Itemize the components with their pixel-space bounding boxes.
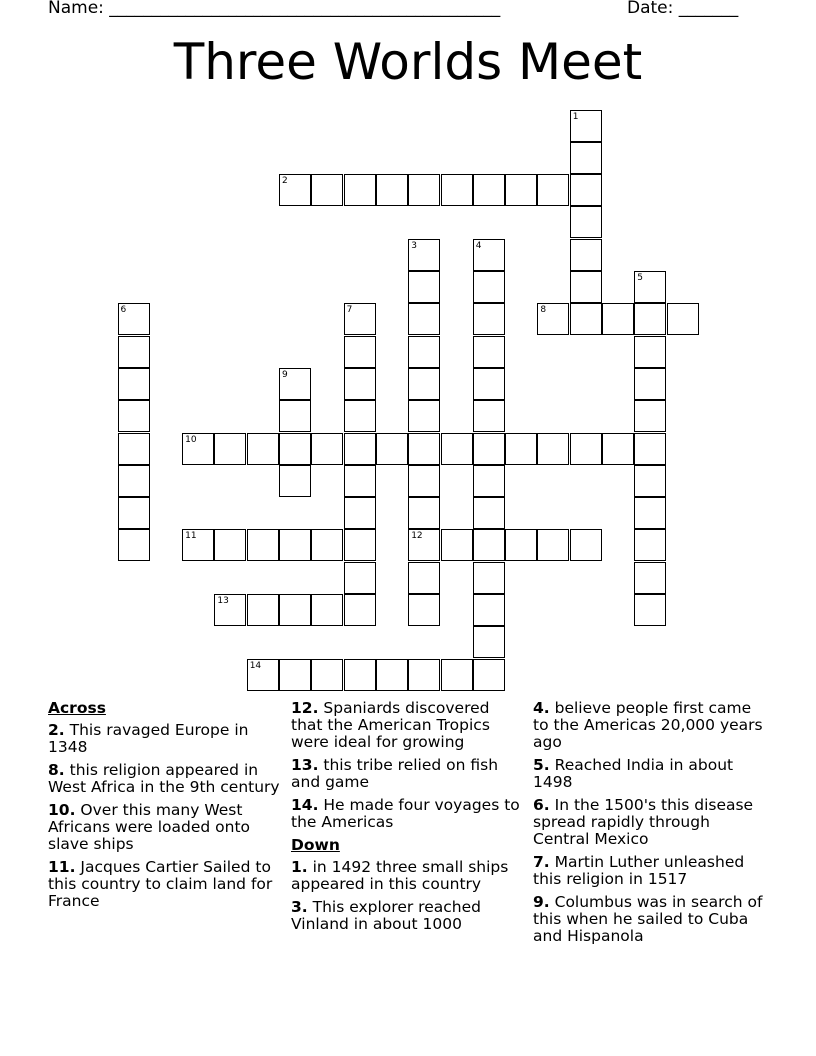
grid-cell[interactable]: [473, 465, 505, 497]
clue-number: 7: [346, 305, 353, 316]
grid-cell[interactable]: [118, 529, 150, 561]
grid-cell[interactable]: [344, 400, 376, 432]
clue-down-6: 6. In the 1500's this disease spread rapidly through Central Mexico: [533, 796, 754, 848]
grid-cell[interactable]: [441, 529, 473, 561]
clue-number: 5: [637, 273, 644, 283]
grid-cell[interactable]: [473, 497, 505, 529]
grid-cell[interactable]: [344, 594, 376, 626]
grid-cell[interactable]: [441, 433, 473, 465]
grid-cell[interactable]: [344, 659, 376, 691]
across-heading: Across: [48, 699, 106, 717]
grid-cell[interactable]: [247, 529, 279, 561]
grid-cell[interactable]: [602, 303, 634, 335]
grid-cell[interactable]: [279, 659, 311, 691]
grid-cell[interactable]: [634, 336, 666, 368]
grid-cell[interactable]: [408, 368, 440, 400]
grid-cell[interactable]: [344, 433, 376, 465]
grid-cell[interactable]: [408, 336, 440, 368]
clue-number: 9: [282, 369, 288, 380]
grid-cell[interactable]: [570, 529, 602, 561]
grid-cell[interactable]: [408, 497, 440, 529]
grid-cell[interactable]: [505, 174, 537, 206]
grid-cell[interactable]: [634, 271, 666, 303]
grid-cell[interactable]: [473, 239, 505, 271]
page-title: Three Worlds Meet: [173, 33, 643, 91]
clue-number: 12: [411, 531, 423, 542]
grid-cell[interactable]: [473, 594, 505, 626]
clue-down-1: 1. in 1492 three small ships appeared in this country: [291, 858, 509, 893]
clue-across-14: 14. He made four voyages to the Americas: [291, 796, 520, 831]
grid-cell[interactable]: [570, 174, 602, 206]
clue-across-13: 13. this tribe relied on fish and game: [291, 756, 499, 791]
grid-cell[interactable]: [634, 594, 666, 626]
grid-cell[interactable]: [247, 433, 279, 465]
grid-cell[interactable]: [118, 303, 150, 335]
grid-cell[interactable]: [634, 562, 666, 594]
grid-cell[interactable]: [537, 303, 569, 335]
grid-cell[interactable]: [214, 594, 246, 626]
clue-across-12: 12. Spaniards discovered that the American Tropics were ideal for growing: [291, 699, 490, 751]
grid-cell[interactable]: [311, 659, 343, 691]
grid-cell[interactable]: [473, 626, 505, 658]
grid-cell[interactable]: [408, 433, 440, 465]
grid-cell[interactable]: [473, 562, 505, 594]
grid-cell[interactable]: [473, 529, 505, 561]
grid-cell[interactable]: [473, 271, 505, 303]
grid-cell[interactable]: [376, 174, 408, 206]
grid-cell[interactable]: [634, 465, 666, 497]
grid-cell[interactable]: [118, 433, 150, 465]
grid-cell[interactable]: [279, 368, 311, 400]
grid-cell[interactable]: [408, 529, 440, 561]
grid-cell[interactable]: [214, 529, 246, 561]
clue-across-2: 2. This ravaged Europe in 1348: [48, 721, 249, 756]
clue-down-9: 9. Columbus was in search of this when he sailed to Cuba and Hispanola: [533, 893, 763, 945]
clue-number: 11: [185, 531, 197, 542]
grid-cell[interactable]: [505, 529, 537, 561]
grid-cell[interactable]: [214, 433, 246, 465]
clue-number: 6: [120, 305, 127, 316]
grid-cell[interactable]: [537, 174, 569, 206]
down-heading: Down: [291, 836, 340, 854]
grid-cell[interactable]: [247, 594, 279, 626]
clue-number: 1: [572, 111, 579, 122]
grid-cell[interactable]: [182, 529, 214, 561]
clue-across-11: 11. Jacques Cartier Sailed to this country to claim land for France: [48, 858, 273, 910]
grid-cell[interactable]: [344, 562, 376, 594]
grid-cell[interactable]: [279, 174, 311, 206]
date-field-label[interactable]: Date: _______: [627, 0, 739, 18]
grid-cell[interactable]: [408, 174, 440, 206]
grid-cell[interactable]: [570, 433, 602, 465]
grid-cell[interactable]: [634, 433, 666, 465]
grid-cell[interactable]: [634, 303, 666, 335]
grid-cell[interactable]: [570, 271, 602, 303]
grid-cell[interactable]: [634, 400, 666, 432]
grid-cell[interactable]: [279, 529, 311, 561]
clue-down-5: 5. Reached India in about 1498: [533, 756, 734, 791]
grid-cell[interactable]: [570, 110, 602, 142]
grid-cell[interactable]: [473, 400, 505, 432]
grid-cell[interactable]: [408, 659, 440, 691]
clue-column-3: [533, 700, 765, 951]
grid-cell[interactable]: [570, 206, 602, 238]
grid-cell[interactable]: [441, 174, 473, 206]
grid-cell[interactable]: [118, 336, 150, 368]
grid-cell[interactable]: [247, 659, 279, 691]
grid-cell[interactable]: [667, 303, 699, 335]
clue-down-4: 4. believe people first came to the Americas 20,000 years ago: [533, 699, 763, 751]
clue-number: 10: [185, 434, 197, 445]
grid-cell[interactable]: [182, 433, 214, 465]
grid-cell[interactable]: [602, 433, 634, 465]
grid-cell[interactable]: [311, 594, 343, 626]
clue-across-10: 10. Over this many West Africans were loaded onto slave ships: [48, 801, 251, 853]
grid-cell[interactable]: [344, 465, 376, 497]
grid-cell[interactable]: [408, 400, 440, 432]
clue-number: 3: [411, 240, 417, 251]
grid-cell[interactable]: [344, 497, 376, 529]
grid-cell[interactable]: [344, 303, 376, 335]
grid-cell[interactable]: [537, 529, 569, 561]
grid-cell[interactable]: [408, 594, 440, 626]
grid-cell[interactable]: [344, 174, 376, 206]
grid-cell[interactable]: [473, 303, 505, 335]
grid-cell[interactable]: [634, 529, 666, 561]
grid-cell[interactable]: [441, 659, 473, 691]
grid-cell[interactable]: [344, 529, 376, 561]
grid-cell[interactable]: [473, 368, 505, 400]
grid-cell[interactable]: [311, 529, 343, 561]
grid-cell[interactable]: [279, 465, 311, 497]
grid-cell[interactable]: [279, 400, 311, 432]
grid-cell[interactable]: [118, 368, 150, 400]
grid-cell[interactable]: [570, 239, 602, 271]
grid-cell[interactable]: [376, 433, 408, 465]
grid-cell[interactable]: [473, 174, 505, 206]
grid-cell[interactable]: [473, 659, 505, 691]
clue-across-8: 8. this religion appeared in West Africa in the 9th century: [48, 761, 280, 796]
grid-cell[interactable]: [311, 174, 343, 206]
grid-cell[interactable]: [279, 433, 311, 465]
grid-cell[interactable]: [473, 433, 505, 465]
grid-cell[interactable]: [118, 497, 150, 529]
clue-number: 4: [475, 240, 482, 251]
clue-number: 2: [282, 176, 288, 187]
grid-cell[interactable]: [505, 433, 537, 465]
grid-cell[interactable]: [634, 368, 666, 400]
grid-cell[interactable]: [634, 497, 666, 529]
grid-cell[interactable]: [408, 465, 440, 497]
grid-cell[interactable]: [408, 562, 440, 594]
clue-column-2: [291, 700, 523, 939]
clue-down-3: 3. This explorer reached Vinland in about 1000: [291, 898, 481, 933]
grid-cell[interactable]: [537, 433, 569, 465]
clue-column-1: [48, 700, 280, 916]
grid-cell[interactable]: [344, 368, 376, 400]
grid-cell[interactable]: [408, 303, 440, 335]
clue-down-7: 7. Martin Luther unleashed this religion in 1517: [533, 853, 745, 888]
grid-cell[interactable]: [570, 303, 602, 335]
clue-number: 13: [217, 596, 229, 606]
clue-number: 14: [249, 660, 262, 671]
grid-cell[interactable]: [408, 239, 440, 271]
name-field-label[interactable]: Name: ______________________________________________: [48, 0, 501, 18]
clue-number: 8: [540, 305, 547, 316]
grid-cell[interactable]: [408, 271, 440, 303]
grid-cell[interactable]: [279, 594, 311, 626]
grid-cell[interactable]: [118, 465, 150, 497]
grid-cell[interactable]: [118, 400, 150, 432]
grid-cell[interactable]: [344, 336, 376, 368]
grid-cell[interactable]: [473, 336, 505, 368]
grid-cell[interactable]: [570, 142, 602, 174]
grid-cell[interactable]: [376, 659, 408, 691]
grid-cell[interactable]: [311, 433, 343, 465]
